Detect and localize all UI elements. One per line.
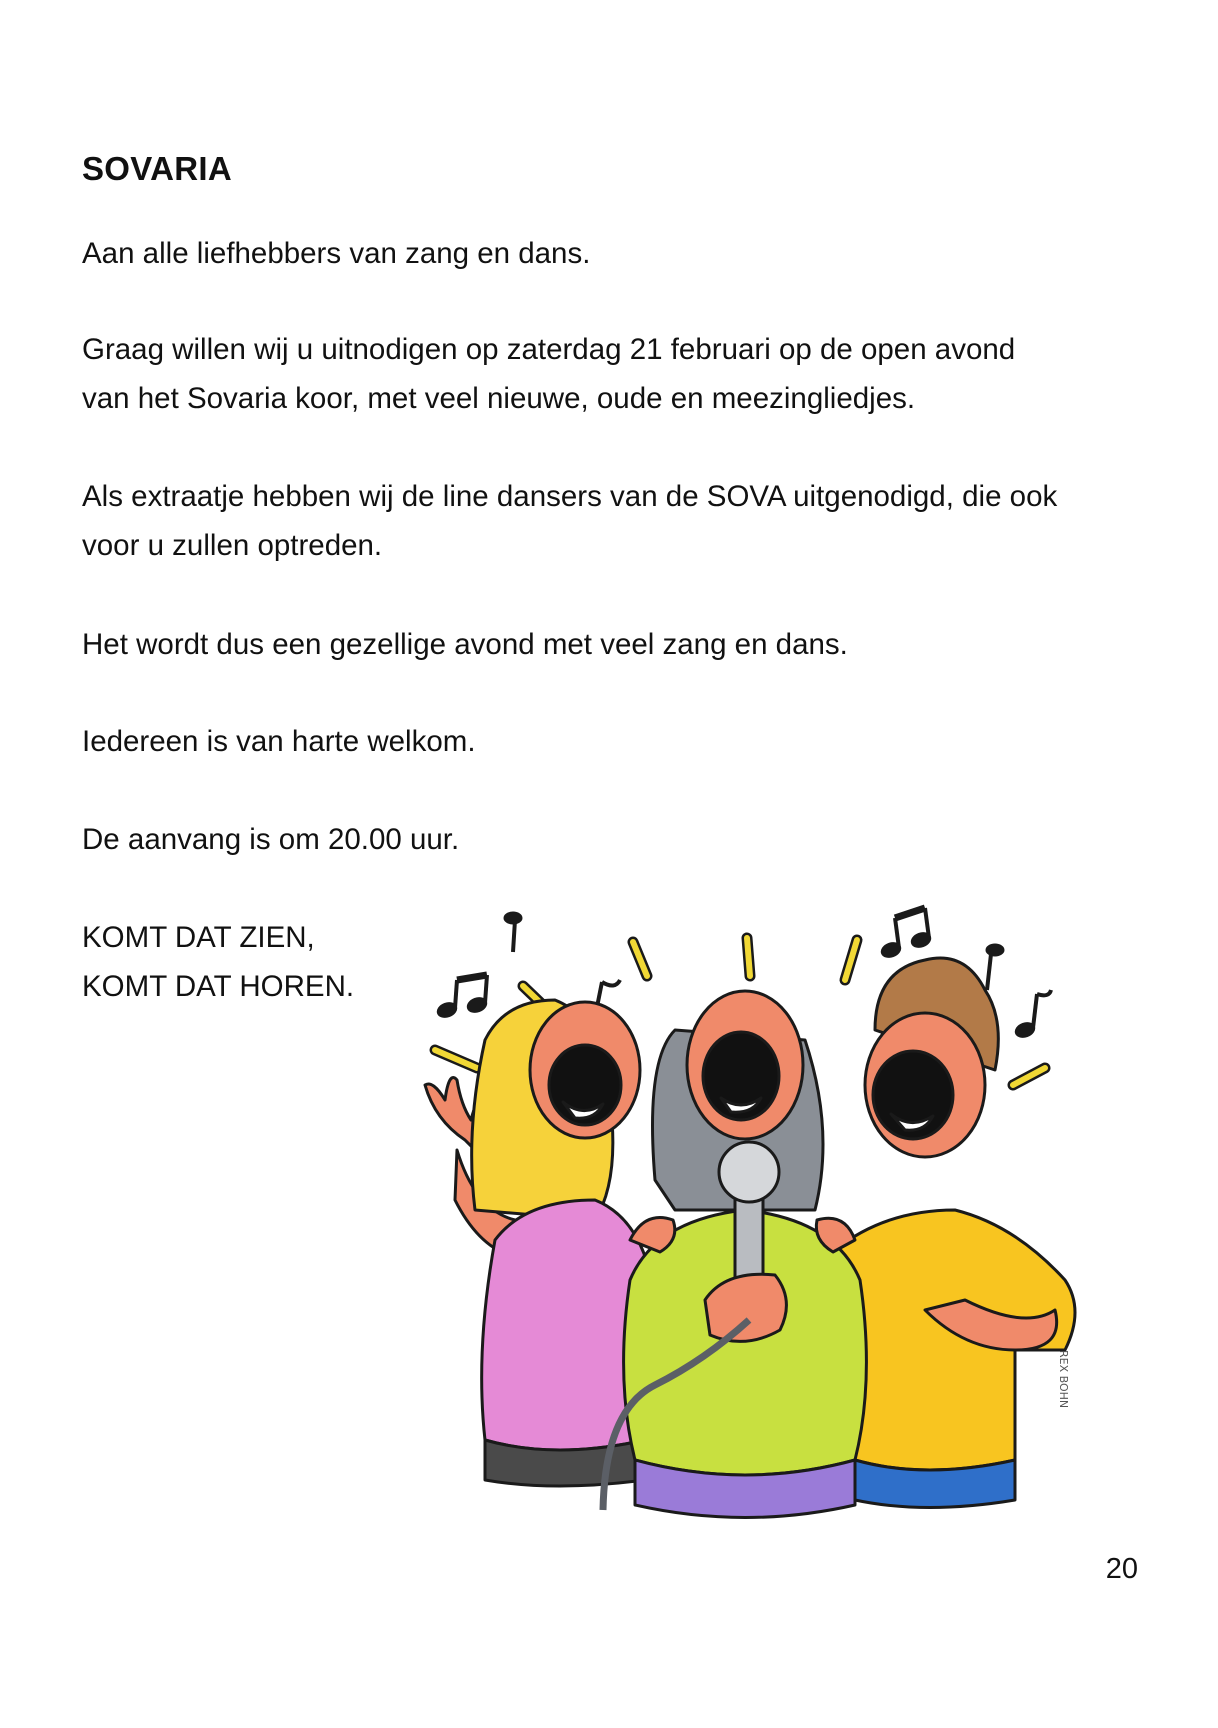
text-line: Het wordt dus een gezellige avond met veel zang en dans.: [82, 628, 848, 661]
paragraph-welcome: [82, 717, 1142, 766]
paragraph-invitation-greeting: [82, 229, 1142, 278]
text-line: De aanvang is om 20.00 uur.: [82, 823, 460, 856]
text-line: Graag willen wij u uitnodigen op zaterdag 21 februari op de open avond: [82, 333, 1016, 366]
text-line: Als extraatje hebben wij de line dansers van de SOVA uitgenodigd, die ook: [82, 480, 1058, 513]
singers-illustration: [405, 880, 1095, 1540]
text-line: Iedereen is van harte welkom.: [82, 725, 476, 758]
singer-left: [425, 1000, 655, 1486]
page-number: 20: [1105, 1553, 1138, 1585]
singer-right: [835, 958, 1075, 1508]
text-line: voor u zullen optreden.: [82, 529, 383, 562]
artist-signature: REX BOHN: [1057, 1350, 1070, 1409]
text-line: KOMT DAT ZIEN,: [82, 921, 315, 954]
paragraph-start-time: [82, 815, 1142, 864]
paragraph-invitation-details: [82, 325, 1142, 423]
text-line: Aan alle liefhebbers van zang en dans.: [82, 237, 591, 270]
paragraph-line-dancers: [82, 472, 1142, 570]
page-title: SOVARIA: [82, 150, 233, 187]
text-line: KOMT DAT HOREN.: [82, 970, 355, 1003]
text-line: van het Sovaria koor, met veel nieuwe, oude en meezingliedjes.: [82, 382, 916, 415]
paragraph-evening: [82, 620, 1142, 669]
